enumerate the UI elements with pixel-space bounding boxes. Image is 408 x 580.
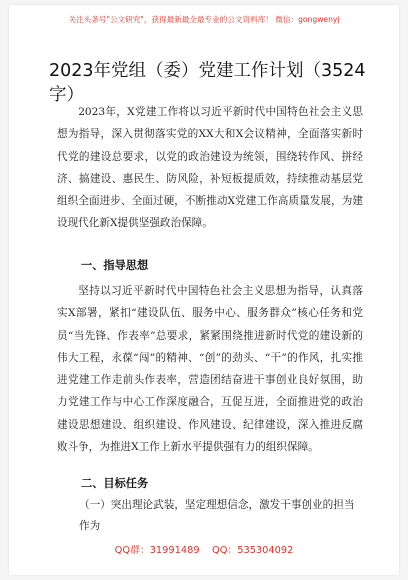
header-banner: 关注头条号"公文研究"，获得最新最全最专业的公文资料库！ 微信：gongwenyj [68,15,340,24]
document-title: 2023年党组（委）党建工作计划（3524字） [49,61,366,105]
section-heading-goals: 二、目标任务 [81,477,149,490]
goals-subheading: （一）突出理论武装，坚定理想信念，激发干事创业的担当作为 [79,499,355,532]
footer-contact: QQ群：31991489 QQ：535304092 [114,545,294,556]
intro-paragraph: 2023年，X党建工作将以习近平新时代中国特色社会主义思想为指导，深入贯彻落实党的XX大和X会议精神，全面落实新时代党的建设总要求，以党的政治建设为统领，围绕转作风、拼经济、搞建设、惠民生、防风险，补短板提质效，持续推动基层党组织全面进步、全面过硬，不断推动X党建工作高质量发展，为建设现代化新X提供坚强政治保障。 [57,106,363,230]
document-page [9,5,399,575]
guiding-ideology-paragraph: 坚持以习近平新时代中国特色社会主义思想为指导，认真落实X部署，紧扣“建设队伍、服务中心、服务群众”核心任务和党员“当先锋、作表率”总要求，紧紧围绕推进新时代党的建设新的伟大工程，永葆“闯”的精神、“创”的劲头、“干”的作风，扎实推进党建工作走前头作表率，营造团结奋进干事创业良好氛围，助力党建工作与中心工作深度融合，互促互进，全面推进党的政治建设思想建设、组织建设、作风建设、纪律建设，深入推进反腐败斗争，为推进X工作上新水平提供强有力的组织保障。 [57,285,363,454]
section-heading-guiding-ideology: 一、指导思想 [81,259,149,272]
